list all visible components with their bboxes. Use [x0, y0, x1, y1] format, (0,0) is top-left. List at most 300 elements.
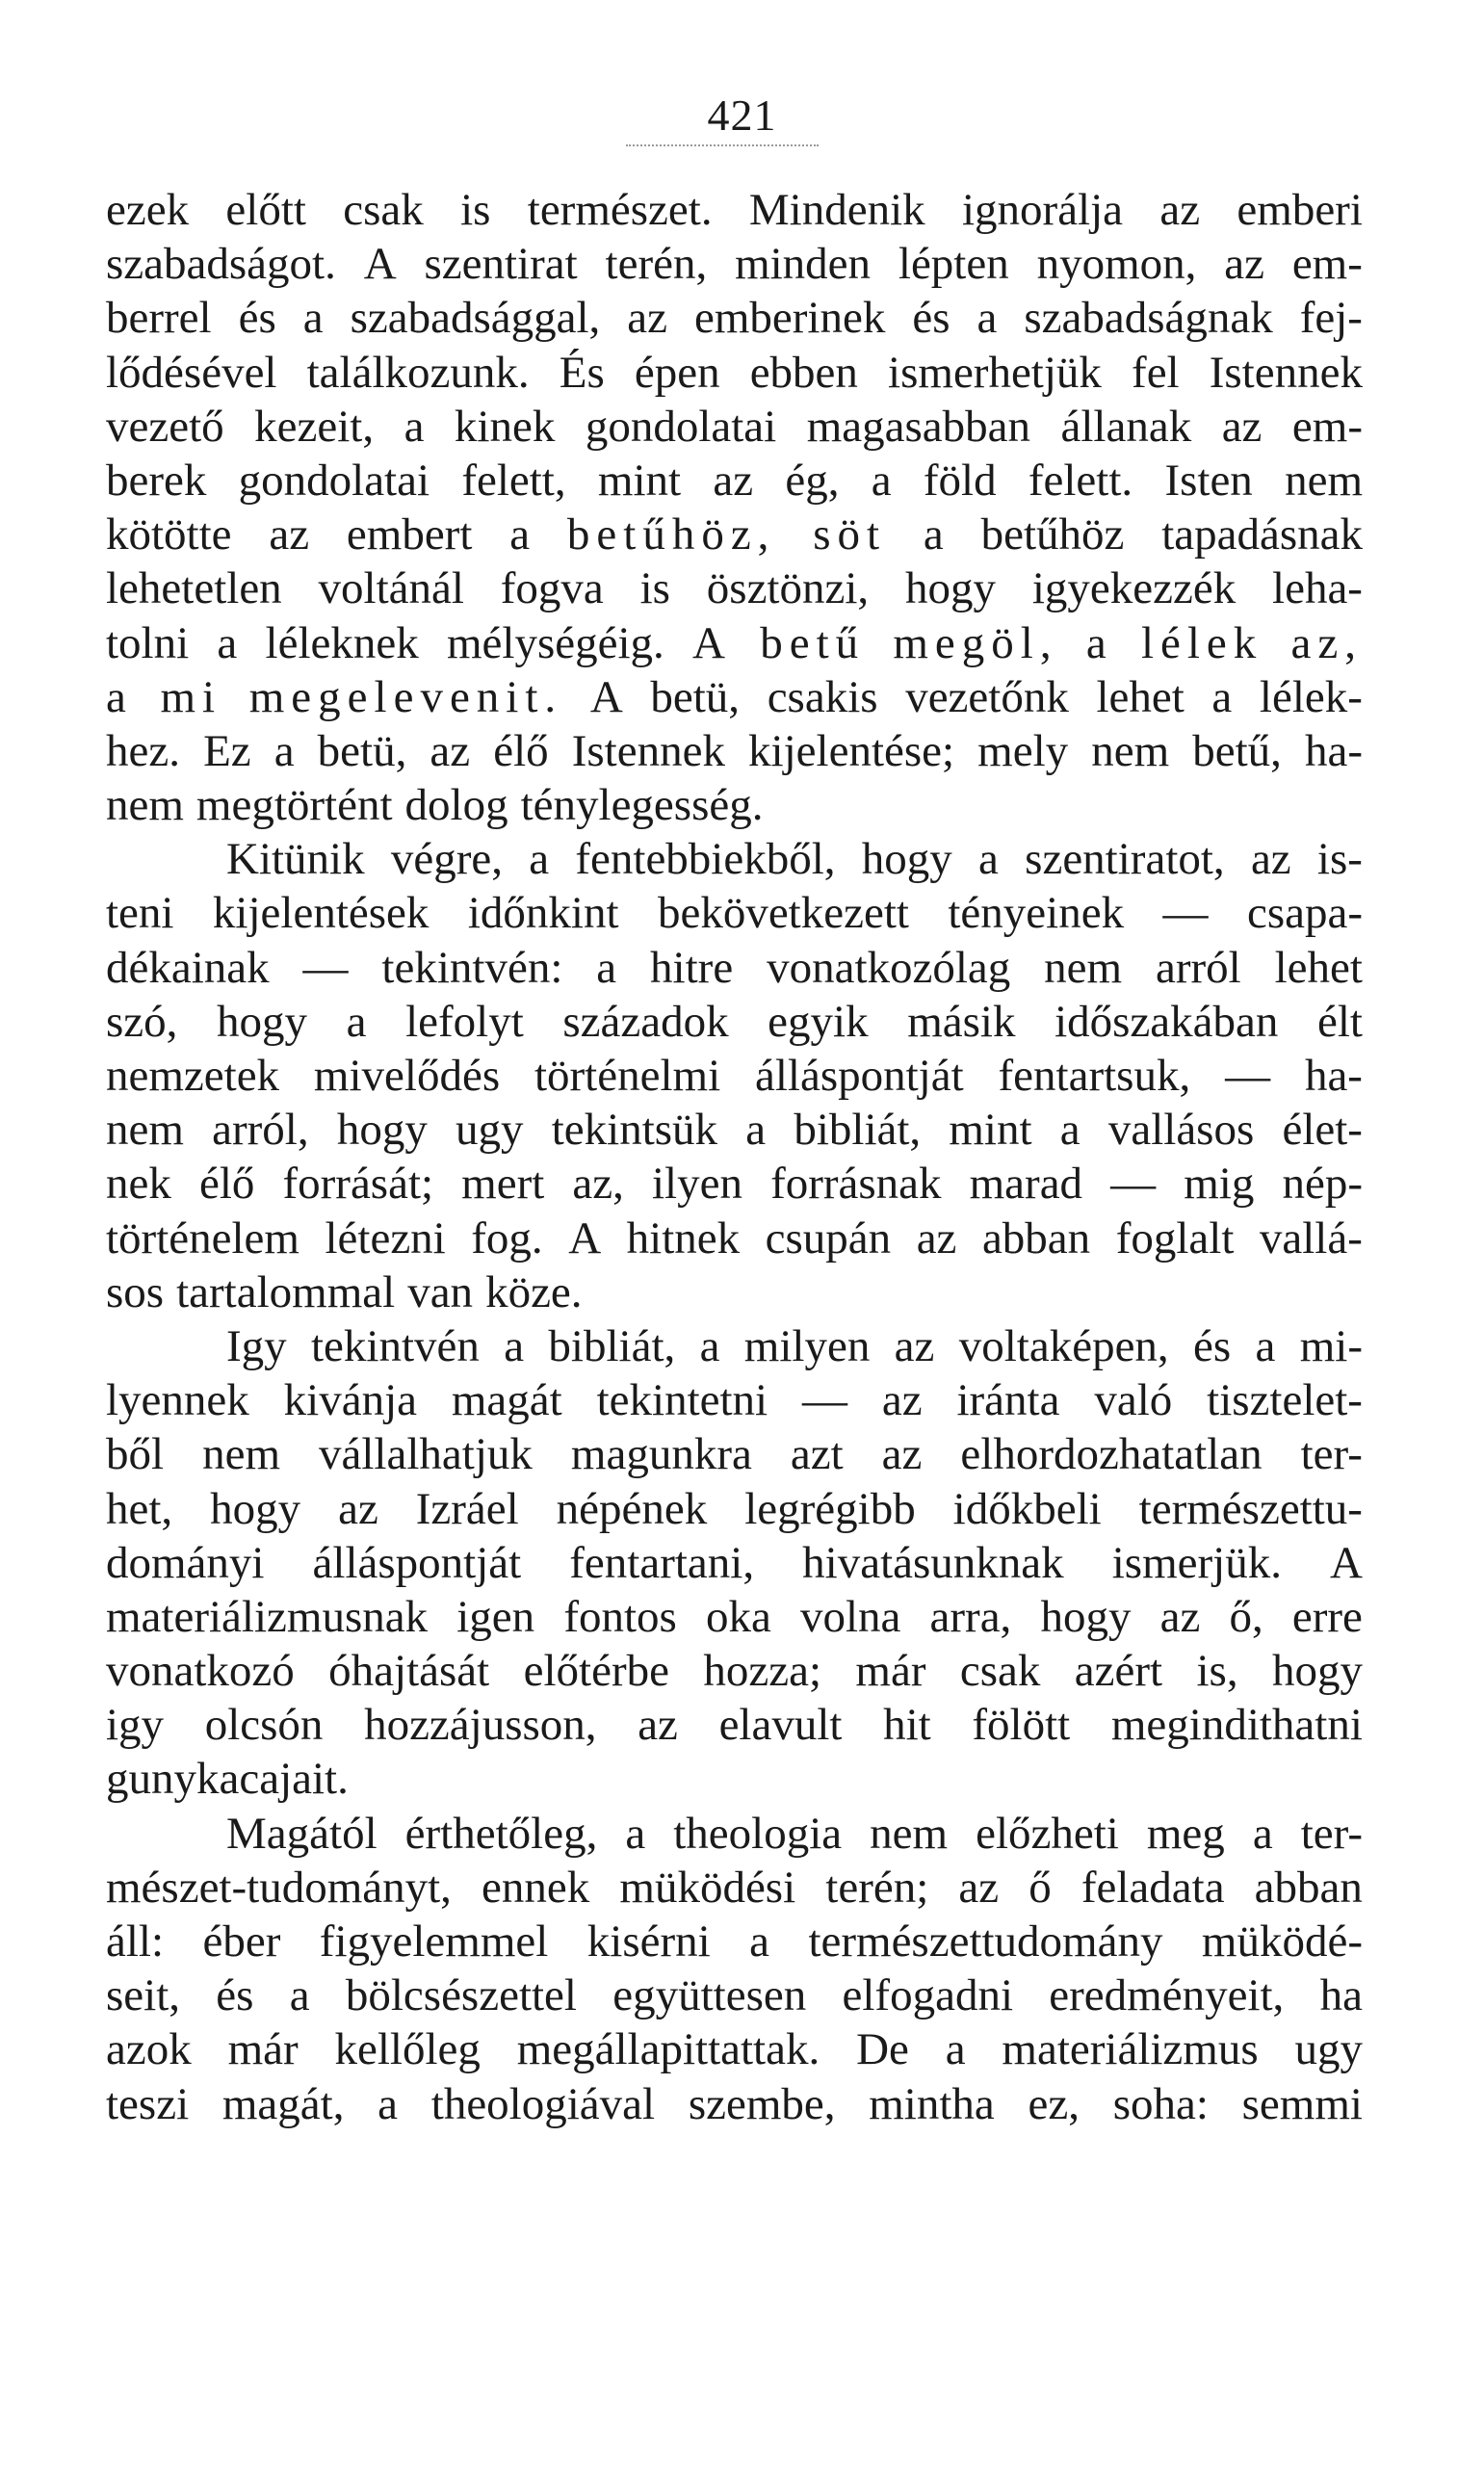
text-line	[106, 1265, 1363, 1319]
word: lődésével	[106, 347, 277, 398]
word: tekintvén	[310, 1320, 480, 1371]
word: emberi	[1237, 185, 1363, 235]
word: hogy	[1271, 1646, 1363, 1697]
word: az	[1224, 239, 1264, 290]
word: betűhöz,	[566, 509, 776, 560]
word: ezek	[106, 185, 190, 235]
word: előtt	[225, 185, 306, 235]
word: hogy	[905, 563, 996, 614]
body-text	[106, 183, 1363, 2131]
word: az	[881, 1375, 923, 1426]
word: forrásnak	[770, 1159, 942, 1210]
word: lépten	[898, 239, 1009, 290]
word: tapadásnak	[1161, 509, 1363, 560]
word: vonatkozólag	[767, 942, 1011, 993]
word: a	[529, 834, 550, 885]
word: föld	[923, 455, 997, 506]
text-line	[106, 346, 1363, 400]
word: soha:	[1112, 2078, 1209, 2129]
word: feladata	[1080, 1862, 1225, 1913]
text-line	[106, 1968, 1363, 2022]
text-line	[106, 561, 1363, 615]
text-line	[106, 670, 1363, 724]
word: és	[1193, 1320, 1232, 1371]
word: voltaképen,	[958, 1320, 1169, 1371]
word: De	[856, 2024, 909, 2075]
word: a	[504, 1320, 525, 1371]
word: hogy	[210, 1483, 301, 1534]
word: dolog	[404, 780, 508, 831]
word: A	[589, 671, 623, 722]
word: felett,	[461, 455, 566, 506]
word: olcsón	[204, 1700, 324, 1751]
word: is-	[1316, 834, 1363, 885]
word: —	[1110, 1159, 1157, 1210]
word: ugy	[1294, 2024, 1363, 2075]
word: a	[509, 509, 531, 560]
word: mintha	[869, 2078, 995, 2129]
word: épen	[634, 347, 720, 398]
text-line	[106, 1212, 1363, 1265]
word: terén,	[605, 239, 708, 290]
word: Istennek	[571, 725, 725, 776]
word: szabadsággal,	[350, 293, 601, 344]
word: nem	[1285, 455, 1363, 506]
word: a	[404, 401, 425, 452]
word: gunykacajait.	[106, 1754, 349, 1805]
text-line	[106, 508, 1363, 561]
word: figyelemmel	[319, 1916, 549, 1967]
word: fentartani,	[569, 1537, 755, 1588]
word: az	[1250, 834, 1291, 885]
word: felett.	[1028, 455, 1133, 506]
word: a	[273, 725, 295, 776]
word: tekintvén:	[381, 942, 563, 993]
word: a	[871, 455, 892, 506]
word: —	[801, 1375, 847, 1426]
word: forrását;	[282, 1159, 434, 1210]
word: az,	[572, 1159, 624, 1210]
word: és	[238, 293, 276, 344]
word: betü,	[650, 671, 741, 722]
word: tényeinek	[948, 888, 1125, 939]
word: ilyen	[651, 1159, 742, 1210]
word: elhordozhatatlan	[960, 1429, 1263, 1480]
text-line	[106, 1536, 1363, 1590]
word: em-	[1291, 401, 1363, 452]
word: mig	[1184, 1159, 1255, 1210]
word: Ez	[203, 725, 251, 776]
word: az	[269, 509, 310, 560]
word: előzheti	[976, 1808, 1119, 1859]
word: ég,	[785, 455, 840, 506]
word: müködé-	[1201, 1916, 1363, 1967]
word: van	[407, 1266, 474, 1317]
word: időszakában	[1054, 996, 1279, 1047]
paragraph-1	[106, 183, 1363, 832]
word: oka	[705, 1591, 771, 1642]
word: nemzetek	[106, 1051, 280, 1101]
word: vállalhatjuk	[319, 1429, 533, 1480]
word: a	[289, 1970, 310, 2021]
word: meg	[1146, 1808, 1225, 1859]
word: ugy	[456, 1105, 524, 1156]
word: igen	[456, 1591, 535, 1642]
word: lehet	[1096, 671, 1185, 722]
word: a	[1252, 1808, 1273, 1859]
word: a	[1211, 671, 1233, 722]
word: bekövetkezett	[657, 888, 909, 939]
word: embert	[346, 509, 473, 560]
word: a	[378, 2078, 399, 2129]
word: másik	[907, 996, 1016, 1047]
word: —	[1162, 888, 1209, 939]
word: mészet-tudományt,	[106, 1862, 452, 1913]
word: betü,	[317, 725, 407, 776]
word: teni	[106, 888, 174, 939]
word: az	[1221, 401, 1263, 452]
word: az	[958, 1862, 1000, 1913]
paragraph-2	[106, 832, 1363, 1319]
word: kisérni	[586, 1916, 711, 1967]
word: arra,	[929, 1591, 1012, 1642]
word: az	[1159, 1591, 1201, 1642]
word: ter-	[1300, 1429, 1363, 1480]
word: a	[302, 293, 324, 344]
word: theologiával	[430, 2078, 656, 2129]
word: tisztelet-	[1207, 1375, 1363, 1426]
word: kezeit,	[254, 401, 375, 452]
word: az	[916, 1212, 957, 1264]
text-line	[106, 1427, 1363, 1481]
text-line	[106, 2077, 1363, 2131]
word: elfogadni	[842, 1970, 1014, 2021]
word: csapa-	[1246, 888, 1363, 939]
text-line	[106, 1590, 1363, 1644]
word: áll:	[106, 1916, 165, 1967]
word: ignorálja	[961, 185, 1124, 235]
word: ebben	[749, 347, 858, 398]
word: fontos	[563, 1591, 677, 1642]
word: iránta	[956, 1375, 1060, 1426]
word: berek	[106, 455, 207, 506]
word: fej-	[1299, 293, 1363, 344]
word: tolni	[106, 617, 190, 668]
word: nem	[1044, 942, 1123, 993]
word: hivatásunknak	[802, 1537, 1064, 1588]
word: a	[978, 834, 999, 885]
word: éber	[202, 1916, 281, 1967]
word: theologia	[673, 1808, 843, 1859]
word: vezetőnk	[905, 671, 1069, 722]
word: megöl,	[893, 617, 1058, 668]
word: ből	[106, 1429, 165, 1480]
word: a	[749, 1916, 769, 1967]
word: ez,	[1028, 2078, 1080, 2129]
text-line	[106, 1644, 1363, 1698]
word: dományi	[106, 1537, 265, 1588]
word: szentiratot,	[1025, 834, 1225, 885]
word: természettudomány	[808, 1916, 1163, 1967]
word: lehetetlen	[106, 563, 282, 614]
word: marad	[969, 1159, 1083, 1210]
word: És	[559, 347, 605, 398]
word: csupán	[765, 1212, 892, 1264]
word: népének	[556, 1483, 708, 1534]
word: nek	[106, 1159, 171, 1210]
word: azt	[790, 1429, 844, 1480]
word: kijelentések	[212, 888, 430, 939]
word: a	[699, 1320, 720, 1371]
word: óhajtását	[328, 1646, 490, 1697]
word: vallásos	[1107, 1105, 1255, 1156]
word: élő	[198, 1159, 255, 1210]
word: fog.	[471, 1212, 543, 1264]
word: az	[338, 1483, 378, 1534]
word: abban	[1254, 1862, 1363, 1913]
word: igy	[106, 1700, 165, 1751]
word: mi	[160, 671, 222, 722]
word: csak	[343, 185, 424, 235]
word: elavult	[718, 1700, 843, 1751]
word: érthetőleg,	[404, 1808, 598, 1859]
word: ismerhetjük	[888, 347, 1102, 398]
word: a	[596, 942, 617, 993]
word: Mindenik	[748, 185, 925, 235]
word: materiálizmus	[1002, 2024, 1259, 2075]
word: is	[639, 563, 670, 614]
word: A	[692, 617, 732, 668]
word: ösztönzi,	[706, 563, 870, 614]
word: már	[227, 2024, 299, 2075]
word: —	[1225, 1051, 1271, 1101]
word: mert	[461, 1159, 545, 1210]
word: is,	[1196, 1646, 1238, 1697]
word: kötötte	[106, 509, 232, 560]
word: magunkra	[570, 1429, 752, 1480]
word: bibliát,	[794, 1105, 922, 1156]
text-line	[106, 1103, 1363, 1157]
word: hogy	[336, 1105, 428, 1156]
word: milyen	[743, 1320, 871, 1371]
text-line	[106, 1752, 1363, 1806]
word: magát	[451, 1375, 562, 1426]
word: söt	[813, 509, 887, 560]
page-number-rule	[626, 144, 819, 146]
word: csakis	[767, 671, 878, 722]
word: megtörtént	[195, 780, 393, 831]
word: szembe,	[688, 2078, 836, 2129]
word: mint	[949, 1105, 1032, 1156]
word: lélek	[1140, 617, 1263, 668]
word: álláspontját	[312, 1537, 522, 1588]
word: álláspontját	[755, 1051, 964, 1101]
text-line	[106, 1915, 1363, 1968]
paragraph-4	[106, 1807, 1363, 2131]
word: élt	[1316, 996, 1363, 1047]
word: élő	[493, 725, 549, 776]
word: abban	[981, 1212, 1091, 1264]
word: dékainak	[106, 942, 270, 993]
word: tartalommal	[176, 1266, 396, 1317]
word: hit	[883, 1700, 931, 1751]
word: a	[745, 1105, 767, 1156]
page-number: 421	[707, 91, 777, 140]
word: szabadságnak	[1024, 293, 1273, 344]
word: fogva	[500, 563, 604, 614]
word: már	[855, 1646, 926, 1697]
word: ő	[1028, 1862, 1052, 1913]
text-line	[106, 2022, 1363, 2076]
text-line	[106, 886, 1363, 940]
word: hitnek	[626, 1212, 741, 1264]
word: az,	[1290, 617, 1363, 668]
word: élet-	[1282, 1105, 1363, 1156]
word: betű	[760, 617, 866, 668]
word: nem	[106, 1105, 184, 1156]
word: találkozunk.	[306, 347, 530, 398]
word: azért	[1074, 1646, 1163, 1697]
word: minden	[735, 239, 872, 290]
word: legrégibb	[744, 1483, 916, 1534]
word: magasabban	[806, 401, 1031, 452]
word: időkbeli	[952, 1483, 1102, 1534]
word: mélységéig.	[446, 617, 664, 668]
word: szentirat	[424, 239, 578, 290]
text-line	[106, 1049, 1363, 1103]
word: hogy	[1040, 1591, 1132, 1642]
word: terén;	[825, 1862, 929, 1913]
word: em-	[1291, 239, 1363, 290]
word: megindithatni	[1110, 1700, 1363, 1751]
word: ha-	[1304, 725, 1363, 776]
word: nyomon,	[1036, 239, 1197, 290]
word: Isten	[1164, 455, 1253, 506]
word: Izráel	[415, 1483, 519, 1534]
word: végre,	[390, 834, 503, 885]
word: lefolyt	[405, 996, 524, 1047]
word: történelem	[106, 1212, 299, 1264]
word: betű,	[1192, 725, 1282, 776]
word: hogy	[861, 834, 952, 885]
word: szabadságot.	[106, 239, 336, 290]
text-line	[106, 400, 1363, 454]
word: a	[1059, 1105, 1080, 1156]
word: a	[1255, 1320, 1276, 1371]
word: A	[1330, 1537, 1363, 1588]
word: nem	[202, 1429, 280, 1480]
word: tekintetni	[596, 1375, 768, 1426]
word: vezető	[106, 401, 224, 452]
word: igyekezzék	[1031, 563, 1237, 614]
word: volna	[799, 1591, 901, 1642]
word: a	[923, 509, 944, 560]
word: kellőleg	[334, 2024, 481, 2075]
text-line	[106, 1157, 1363, 1211]
word: kinek	[454, 401, 556, 452]
word: az	[638, 1700, 678, 1751]
word: lélek-	[1259, 671, 1363, 722]
word: —	[302, 942, 349, 993]
word: hogy	[217, 996, 307, 1047]
word: és	[912, 293, 950, 344]
word: fentartsuk,	[998, 1051, 1191, 1101]
word: lehet	[1274, 942, 1363, 993]
word: nép-	[1282, 1159, 1363, 1210]
word: megállapittattak.	[516, 2024, 820, 2075]
word: eredményeit,	[1049, 1970, 1285, 2021]
word: berrel	[106, 293, 212, 344]
word: arról,	[212, 1105, 309, 1156]
word: az	[627, 293, 667, 344]
word: gondolatai	[585, 401, 777, 452]
word: Kitünik	[226, 834, 365, 885]
word: gondolatai	[238, 455, 430, 506]
word: nem	[870, 1808, 949, 1859]
text-line	[106, 291, 1363, 345]
word: lyennek	[106, 1375, 249, 1426]
word: fölött	[972, 1700, 1071, 1751]
text-line	[106, 1482, 1363, 1536]
word: tekintsük	[551, 1105, 718, 1156]
word: mint	[597, 455, 682, 506]
word: együttesen	[612, 1970, 807, 2021]
text-line	[106, 1698, 1363, 1752]
word: a	[1085, 617, 1113, 668]
word: a	[945, 2024, 966, 2075]
word: nem	[106, 780, 184, 831]
word: ennek	[482, 1862, 590, 1913]
word: ha-	[1304, 1051, 1363, 1101]
word: szó,	[106, 996, 178, 1047]
word: Istennek	[1209, 347, 1363, 398]
word: állanak	[1060, 401, 1192, 452]
word: Magától	[226, 1808, 378, 1859]
text-line	[106, 1807, 1363, 1861]
word: hez.	[106, 725, 180, 776]
word: egyik	[768, 996, 869, 1047]
text-line	[106, 183, 1363, 237]
word: az	[713, 455, 754, 506]
word: müködési	[619, 1862, 796, 1913]
word: ha	[1319, 1970, 1363, 2021]
word: történelmi	[534, 1051, 721, 1101]
word: időnkint	[467, 888, 619, 939]
word: mi-	[1299, 1320, 1363, 1371]
word: is	[460, 185, 491, 235]
word: materiálizmusnak	[106, 1591, 429, 1642]
word: ő,	[1229, 1591, 1263, 1642]
word: teszi	[106, 2078, 190, 2129]
word: köze.	[485, 1266, 583, 1317]
word: bölcsészettel	[345, 1970, 577, 2021]
word: az	[881, 1429, 923, 1480]
word: a	[217, 617, 238, 668]
text-line	[106, 778, 1363, 832]
word: sos	[106, 1266, 165, 1317]
word: megelevenit.	[248, 671, 563, 722]
word: ténylegesség.	[520, 780, 764, 831]
word: het,	[106, 1483, 173, 1534]
word: kijelentése;	[748, 725, 955, 776]
word: a	[625, 1808, 646, 1859]
word: A	[363, 239, 397, 290]
word: csak	[959, 1646, 1041, 1697]
word: arról	[1155, 942, 1241, 993]
word: seit,	[106, 1970, 181, 2021]
text-line	[106, 1861, 1363, 1915]
word: és	[216, 1970, 254, 2021]
